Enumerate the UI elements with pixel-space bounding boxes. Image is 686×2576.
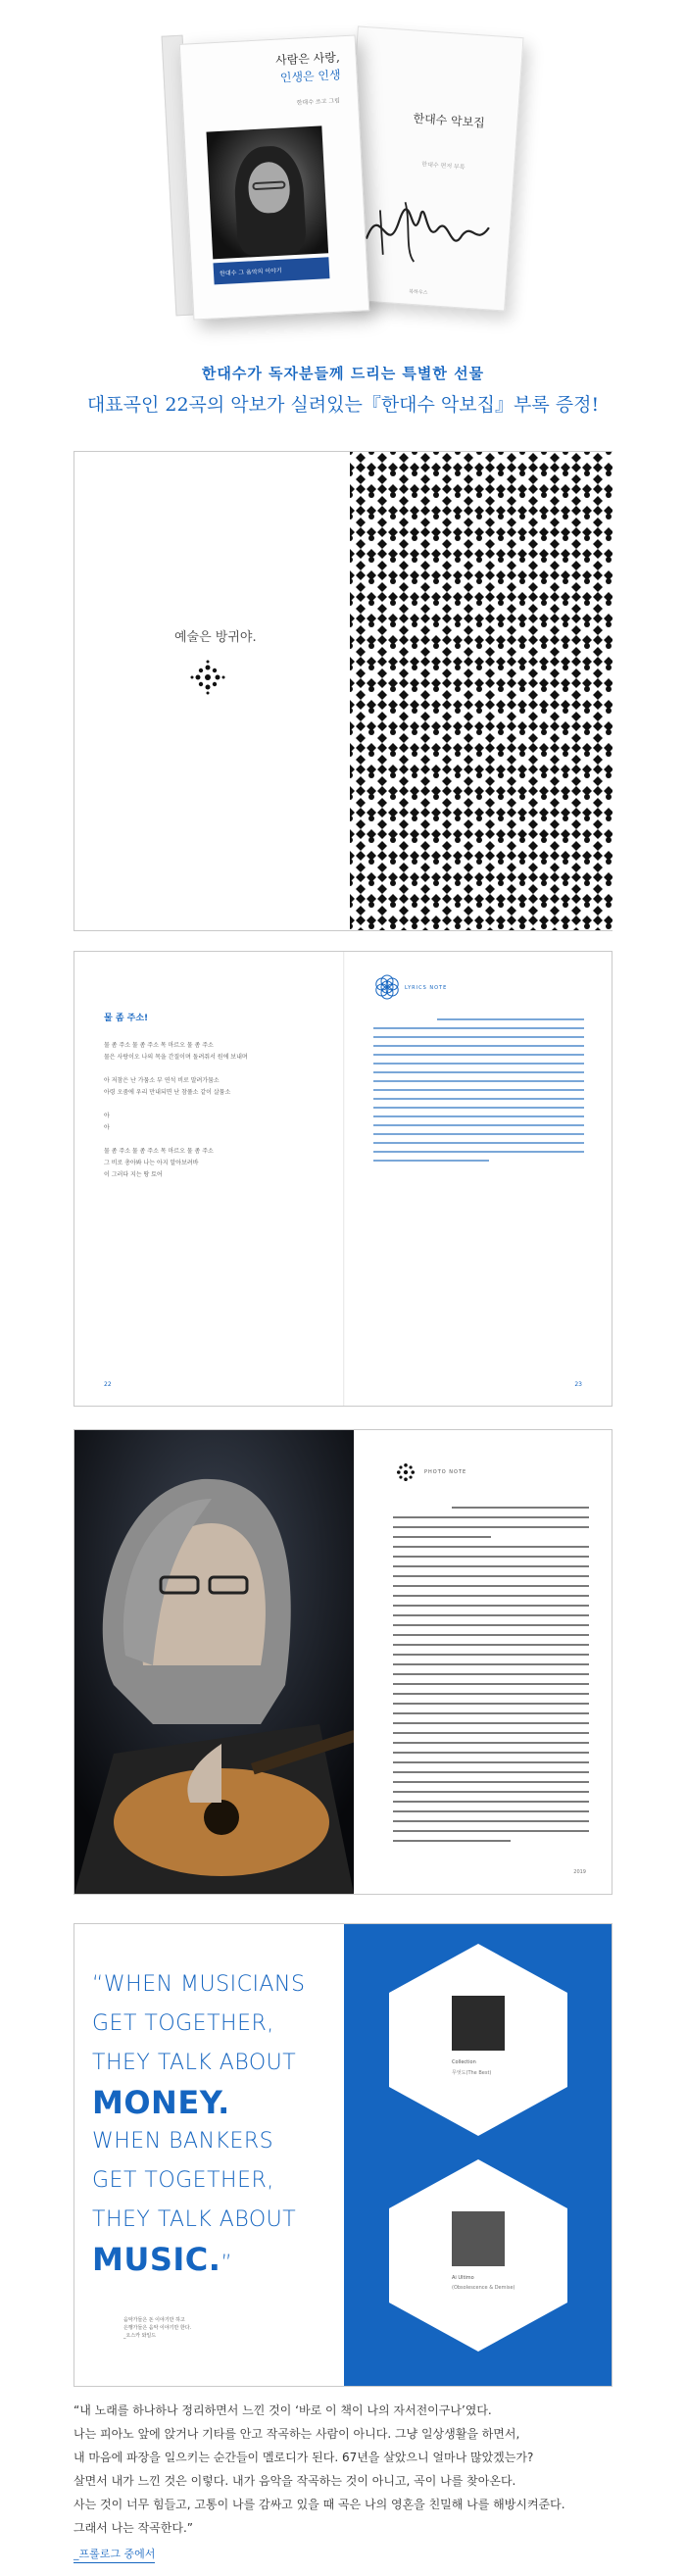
quote-caption <box>123 2316 191 2340</box>
quote-line: GET TOGETHER, <box>92 2011 274 2036</box>
quote-line: GET TOGETHER, <box>92 2168 274 2193</box>
book-title-line2: 인생은 인생 <box>279 68 341 85</box>
art-quote: 예술은 방귀야. <box>174 630 257 645</box>
author-portrait <box>206 125 328 259</box>
songbook-title: 한대수 악보집 <box>413 111 486 130</box>
essay-text-lines <box>393 1507 589 1850</box>
album-subtitle: 무엇도(The Best) <box>452 2070 492 2076</box>
lyrics-verse: 아 아 <box>104 1113 110 1131</box>
guitarist-photo <box>74 1430 354 1894</box>
album-title: Collection <box>452 2059 476 2065</box>
gift-subheadline: 대표곡인 22곡의 악보가 실려있는『한대수 악보집』부록 증정! <box>86 394 600 416</box>
book-images <box>0 0 686 338</box>
prologue-line: 그래서 나는 작곡한다.” <box>74 2521 193 2535</box>
quote-money: MONEY. <box>92 2084 230 2121</box>
lyrics-verse: 물 좀 주소 물 좀 주소 목 마르오 물 좀 주소 그 비로 총아봐 나는 아지 알아보려바 이 그러다 지는 땅 토어 <box>104 1148 214 1178</box>
spread-lyrics <box>74 951 612 1407</box>
quote-music: MUSIC. <box>92 2241 221 2278</box>
quote-line: THEY TALK ABOUT <box>92 2051 297 2075</box>
book-author: 한대수 쓰고 그림 <box>296 97 341 107</box>
gift-headline: 한대수가 독자분들께 드리는 특별한 선물 <box>201 365 485 382</box>
quote-close-mark: ” <box>220 2252 233 2276</box>
spread-photo <box>74 1429 612 1895</box>
flower-of-life-icon <box>373 973 401 1001</box>
album-hexagon <box>385 2157 571 2353</box>
spread-gutter <box>343 952 345 1406</box>
publisher-label: 북하우스 <box>408 288 428 297</box>
song-title: 물 좀 주소! <box>104 1014 149 1023</box>
prologue-text <box>74 2399 622 2540</box>
book-band-text: 한대수 그 음악의 이야기 <box>219 267 282 278</box>
album-subtitle: (Obsolescence & Demise) <box>452 2285 515 2291</box>
album-cover <box>452 1996 505 2051</box>
album-hexagon <box>385 1942 571 2138</box>
lyrics-note-label: LYRICS NOTE <box>405 985 448 991</box>
snowflake-ornament-icon <box>393 1460 418 1485</box>
caption-line: 은행가들은 음악 이야기만 한다. <box>123 2325 192 2331</box>
prologue-line: 사는 것이 너무 힘들고, 고통이 나를 감싸고 있을 때 곡은 나의 영혼을 친밀해 나를 해방시켜준다. <box>74 2498 565 2511</box>
quote-line: THEY TALK ABOUT <box>92 2207 297 2232</box>
book-band <box>213 257 329 284</box>
prologue-line: “내 노래를 하나하나 정리하면서 느낀 것이 ‘바로 이 책이 나의 자서전이구나’였다. <box>74 2403 492 2417</box>
spread-wilde-quote <box>74 1923 612 2387</box>
geometric-pattern <box>350 452 612 930</box>
prologue-line: 내 마음에 파장을 일으키는 순간들이 멜로디가 된다. 67년을 살았으니 얼마나 많았겠는가? <box>74 2451 534 2464</box>
prologue-line: 살면서 내가 느낀 것은 이렇다. 내가 음악을 작곡하는 것이 아니고, 곡이 나를 찾아온다. <box>74 2474 516 2488</box>
book-cover <box>179 34 370 320</box>
page-number: 2019 <box>573 1869 586 1875</box>
book-title <box>275 48 341 86</box>
essay-text-lines <box>373 1018 584 1185</box>
album-panel <box>344 1924 612 2386</box>
lyrics-verse: 아 저참은 난 가뭄소 부 연석 비로 말려가뭄소 아령 오줌에 우리 만내되면 난 참풀소 같이 살뭄소 <box>104 1077 231 1096</box>
songbook-subtitle: 한대수 편저 부록 <box>421 161 466 172</box>
page-number-left: 22 <box>104 1381 112 1388</box>
lyrics-block <box>104 1040 329 1193</box>
spread-art-quote <box>74 451 612 931</box>
lyrics-verse: 물 좀 주소 물 좀 주소 목 마르오 물 좀 주소 물은 사랑이오 나의 목을 간질이며 돌려줘서 원에 보내며 <box>104 1042 248 1061</box>
album-title: Ai Ultimo <box>452 2275 474 2281</box>
page-number-right: 23 <box>574 1381 582 1388</box>
album-cover <box>452 2211 505 2266</box>
wilde-quote <box>92 1965 305 2284</box>
quote-line: WHEN BANKERS <box>92 2129 274 2154</box>
photo-note-label: PHOTO NOTE <box>424 1469 467 1475</box>
book-title-line1: 사람은 사랑, <box>274 50 341 68</box>
caption-line: _오스카 와일드 <box>123 2333 157 2339</box>
prologue-line: 나는 피아노 앞에 앉거나 기타를 안고 작곡하는 사람이 아니다. 그냥 일상생활을 하면서, <box>74 2427 520 2441</box>
snowflake-ornament-icon <box>190 660 225 695</box>
caption-line: 음악가들은 돈 이야기만 하고 <box>123 2317 185 2323</box>
signature-icon <box>357 179 500 277</box>
quote-line: “WHEN MUSICIANS <box>92 1972 306 1997</box>
prologue-signature: _프롤로그 중에서 <box>74 2546 155 2563</box>
